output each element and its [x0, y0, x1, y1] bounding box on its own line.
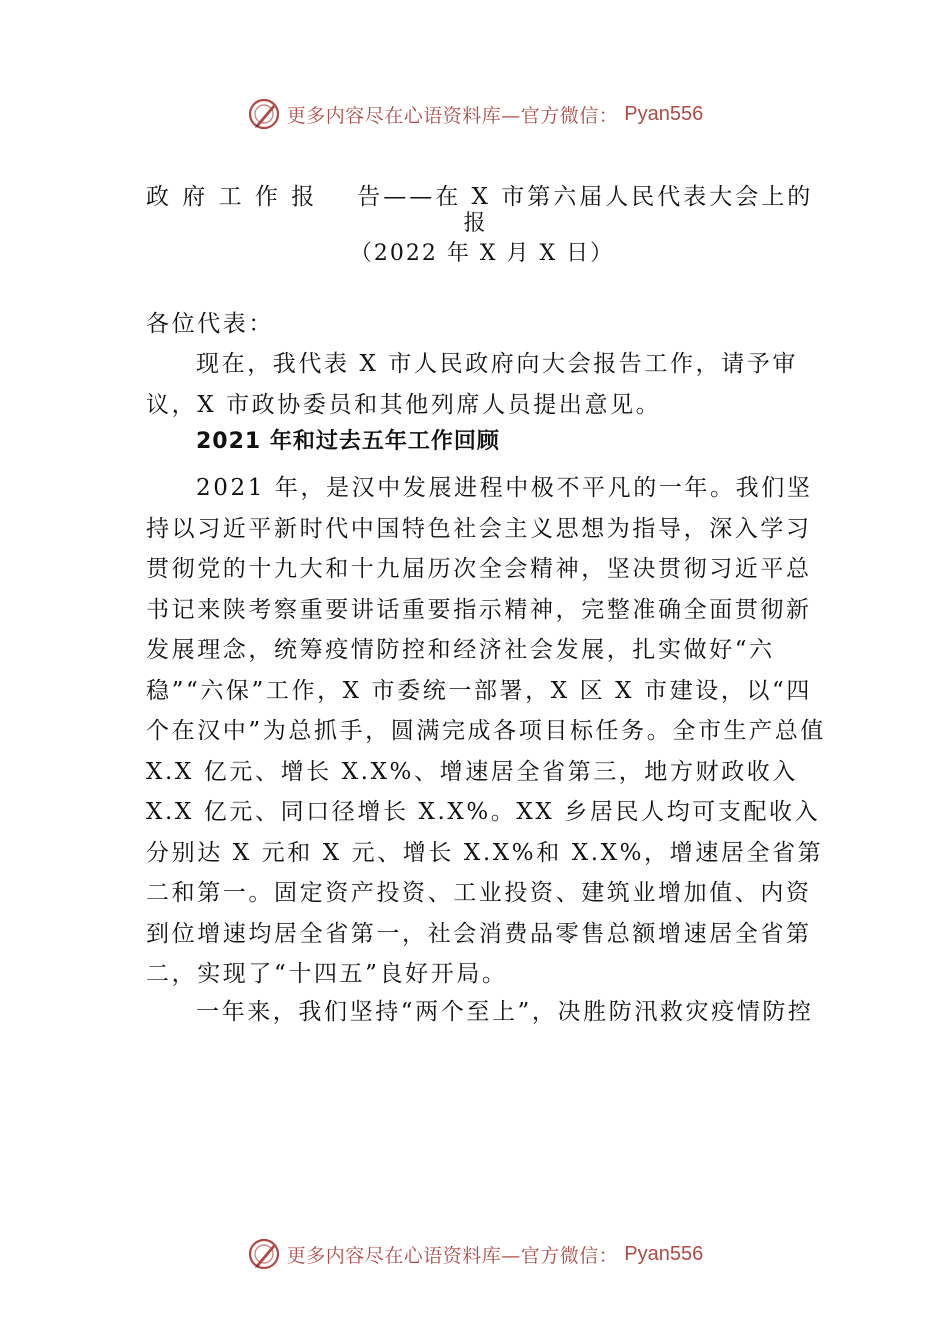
watermark-text: 更多内容尽在心语资料库—官方微信： [286, 104, 619, 127]
document-date: （2022 年 X 月 X 日） [349, 241, 615, 266]
paragraph-review: 2021 年，是汉中发展进程中极不平凡的一年。我们坚持以习近平新时代中国特色社会主义思想为指导，深入学习贯彻党的十九大和十九届历次全会精神，坚决贯彻习近平总书记来陕考察重要讲话重要指示精神，完整准确全面贯彻新发展理念，统筹疫情防控和经济社会发展，扎实做好“六稳”“六保”工作，X 市委统一部署，X 区 X 市建设，以“四个在汉中”为总抓手，圆满完成各项目标任务。全市生产总值 X.X 亿元、增长 X.X%、增速居全省第三，地方财政收入 X.X 亿元、同口径增长 X.X%。XX 乡居民人均可支配收入分别达 X 元和 X 元、增长 X.X%和 X.X%，增速居全省第二和第一。固定资产投资、工业投资、建筑业增加值、内资到位增速均居全省第一，社会消费品零售总额增速居全省第二，实现了“十四五”良好开局。 [146, 475, 826, 987]
watermark-account: Pyan556 [624, 1242, 704, 1265]
pen-circle-logo-icon [247, 1237, 281, 1271]
watermark-footer [0, 1232, 950, 1276]
watermark-text: 更多内容尽在心语资料库—官方微信： [286, 1244, 619, 1267]
section-heading: 2021 年和过去五年工作回顾 [196, 429, 500, 454]
title-part-1: 政 府 工 作 报 [146, 184, 318, 210]
greeting: 各位代表： [146, 311, 274, 337]
document-title-line-2: 报 [463, 211, 489, 236]
watermark-header [0, 92, 950, 136]
paragraph-continued: 一年来，我们坚持“两个至上”，决胜防汛救灾疫情防控 [196, 999, 814, 1025]
paragraph-intro: 现在，我代表 X 市人民政府向大会报告工作，请予审议，X 市政协委员和其他列席人员提出意见。 [146, 351, 798, 418]
watermark-account: Pyan556 [624, 102, 704, 125]
pen-circle-logo-icon [247, 97, 281, 131]
title-part-2: 告——在 X 市第六届人民代表大会上的 [357, 184, 814, 210]
